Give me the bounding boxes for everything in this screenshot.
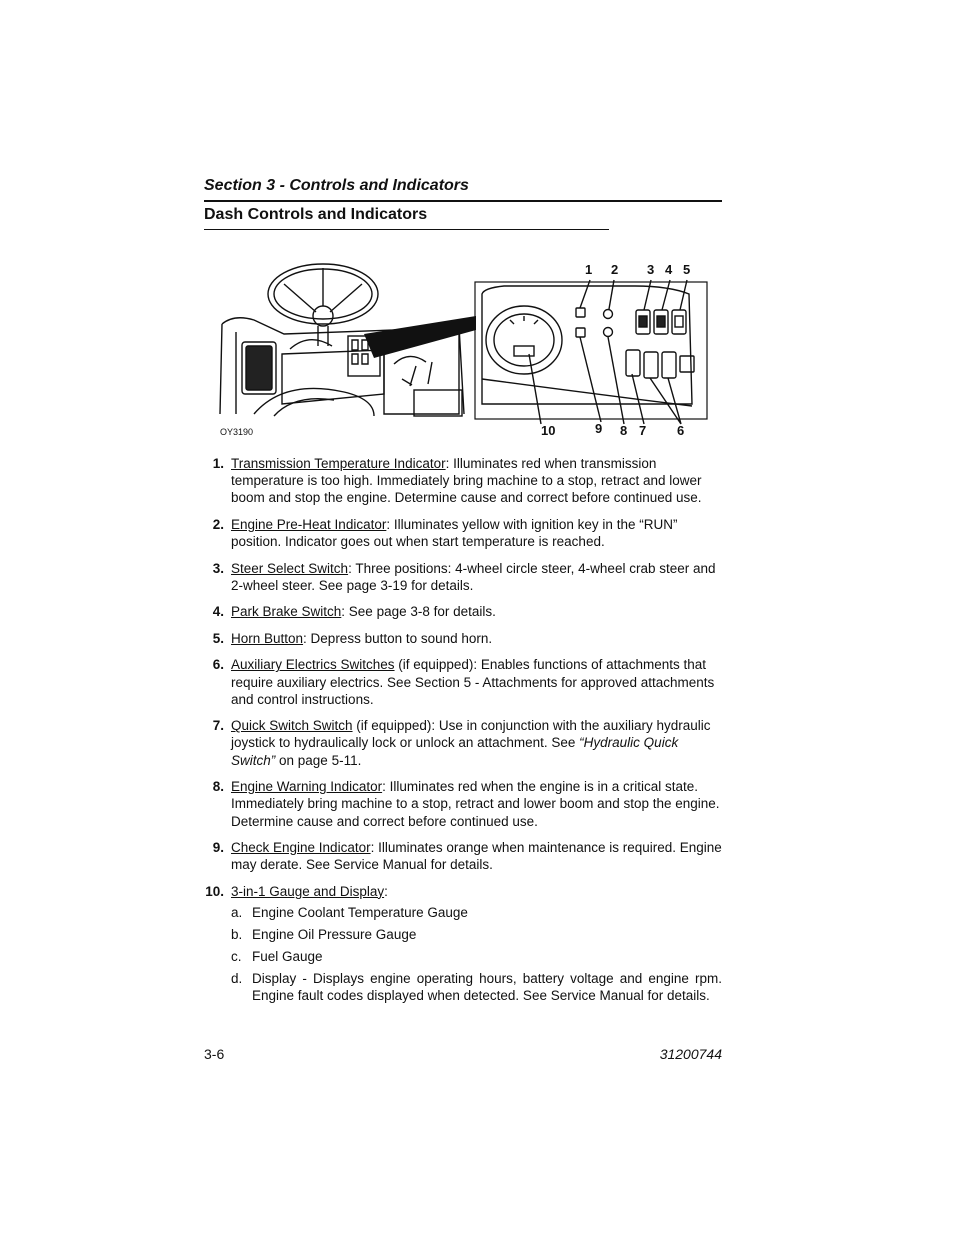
detail-panel-frame [475,282,707,419]
list-item [204,717,722,769]
item-number: 8. [212,779,224,795]
item-text: : Illuminates red when transmission temperature is too high. Immediately bring machine to a stop, retract and lower boom and stop the engine. Determine cause and correct before continued use. [231,456,702,506]
list-item [204,516,722,550]
list-item [204,839,722,873]
item-term: Engine Pre-Heat Indicator [231,516,387,532]
item-text: : [384,883,388,899]
callout-9: 9 [595,421,603,436]
item-term: 3-in-1 Gauge and Display [231,883,385,899]
callout-2: 2 [611,262,619,277]
list-item [204,778,722,830]
item-text: : Illuminates orange when maintenance is required. Engine may derate. See Service Manual for details. [231,840,722,873]
item-term: Horn Button [231,630,304,646]
item-number: 7. [212,718,224,734]
sub-letter: a. [231,904,243,920]
item-number: 5. [212,630,224,646]
callout-1: 1 [585,262,593,277]
item-text-tail: on page 5-11. [275,752,362,768]
item-number: 4. [212,604,224,620]
list-item [204,455,722,507]
item-list [204,455,722,1014]
sub-text: Engine Coolant Temperature Gauge [252,904,468,920]
section-title: Section 3 - Controls and Indicators [204,177,469,194]
steering-hub [313,306,333,326]
subsection-title: Dash Controls and Indicators [204,206,428,223]
callout-5: 5 [683,262,691,277]
sub-item [231,948,722,965]
item-term: Check Engine Indicator [231,840,371,856]
item-number: 2. [212,516,224,532]
gauge-inner [494,314,554,366]
item-text: : Illuminates red when the engine is in a critical state. Immediately bring machine to a stop, retract and lower boom and stop the engine. Determine cause and correct before continued use. [231,779,720,829]
callout-4: 4 [665,262,673,277]
figure-code: OY3190 [220,427,254,437]
callout-8: 8 [620,423,628,438]
gauge-display [514,346,534,356]
item-term: Engine Warning Indicator [231,779,383,795]
sub-text: Display - Displays engine operating hours, battery voltage and engine rpm. Engine fault codes displayed when detected. See Service Manual for details. [252,970,722,1004]
sub-letter: d. [231,970,243,986]
callout-3: 3 [647,262,655,277]
callout-6: 6 [677,423,685,438]
item-reference: “Hydraulic Quick Switch” [231,735,679,768]
item-term: Park Brake Switch [231,604,342,620]
dash-figure [214,254,714,444]
item-term: Auxiliary Electrics Switches [231,657,395,673]
callout-10: 10 [541,423,556,438]
item-number: 3. [212,560,224,576]
item-text: (if equipped): Enables functions of attachments that require auxiliary electrics. See Section 5 - Attachments for approved attachments and control instructions. [231,657,715,707]
list-item [204,656,722,708]
item-text: : Depress button to sound horn. [303,630,493,646]
sub-text: Engine Oil Pressure Gauge [252,926,417,942]
item-text: : Illuminates yellow with ignition key in the “RUN” position. Indicator goes out when start temperature is reached. [231,516,678,550]
list-item [204,883,722,1005]
document-number: 31200744 [659,1046,722,1062]
item-text: : Three positions: 4-wheel circle steer, 4-wheel crab steer and 2-wheel steer. See page 3-19 for details. [231,560,716,593]
sub-item [231,926,722,943]
list-item [204,603,722,620]
item-number: 10. [205,883,224,899]
callout-7: 7 [639,423,647,438]
item-text: : See page 3-8 for details. [341,604,496,620]
page-number: 3-6 [204,1046,225,1062]
sub-item [231,904,722,921]
list-item [204,630,722,647]
item-number: 6. [212,657,224,673]
sub-text: Fuel Gauge [252,948,323,964]
item-number: 9. [212,840,224,856]
list-item [204,560,722,594]
item-term: Steer Select Switch [231,560,349,576]
item-term: Quick Switch Switch [231,718,353,734]
subsection-rule [204,229,609,230]
section-rule [204,200,722,202]
item-text: (if equipped): Use in conjunction with the auxiliary hydraulic joystick to hydraulically lock or unlock an attachment. See [231,718,711,751]
item-number: 1. [212,456,224,471]
item-term: Transmission Temperature Indicator [231,456,446,471]
dash-illustration [214,254,714,444]
sub-letter: c. [231,948,242,964]
sub-letter: b. [231,926,243,942]
sub-item [231,970,722,1004]
gauge-sublist [231,904,722,1004]
